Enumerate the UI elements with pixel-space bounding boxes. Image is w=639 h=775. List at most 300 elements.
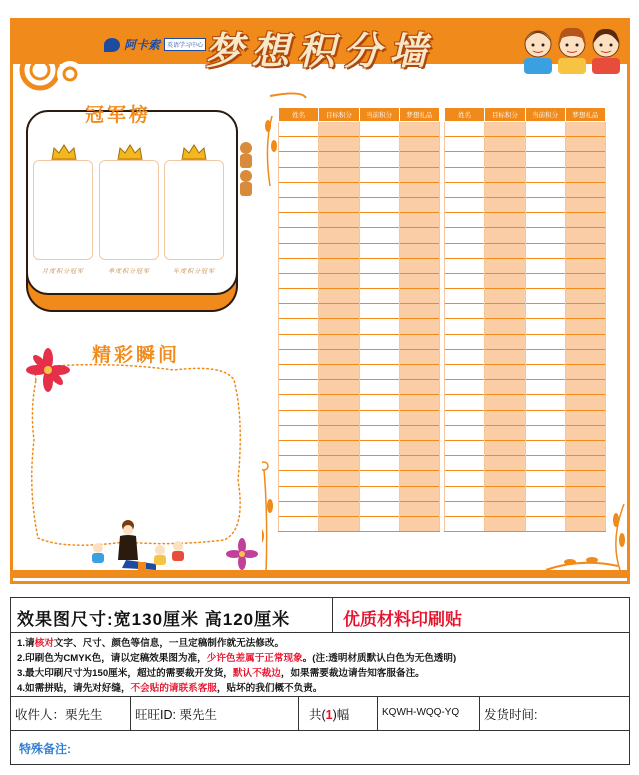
table-row [445,349,606,364]
table-cell [319,122,359,137]
table-cell [525,137,565,152]
logo-subtitle: 英语学习中心 [164,38,206,51]
table-cell [399,410,439,425]
table-cell [525,243,565,258]
table-row [445,334,606,349]
table-cell [319,516,359,531]
table-row [279,258,440,273]
table-row [279,410,440,425]
table-cell [565,304,605,319]
count-cell: 共(1)幅 [299,697,378,730]
table-cell [359,273,399,288]
table-cell [359,122,399,137]
table-cell [565,349,605,364]
table-cell [319,243,359,258]
table-cell [279,289,319,304]
table-row [279,213,440,228]
table-cell [279,516,319,531]
table-cell [565,319,605,334]
table-row [445,471,606,486]
table-cell [445,167,485,182]
logo-name: 阿卡索 [124,38,161,52]
table-cell [525,456,565,471]
notes-block [11,633,629,697]
table-cell [279,228,319,243]
table-cell [445,213,485,228]
table-cell [525,486,565,501]
table-row [445,273,606,288]
ship-time-cell: 发货时间: [484,708,538,722]
table-cell [279,152,319,167]
table-row [279,395,440,410]
table-cell [485,349,525,364]
table-row [445,486,606,501]
table-cell [399,334,439,349]
table-header: 梦想礼品 [399,108,439,122]
table-cell [319,334,359,349]
table-cell [279,471,319,486]
table-cell [319,501,359,516]
table-header: 姓名 [279,108,319,122]
photo-frame [33,160,93,260]
table-cell [565,228,605,243]
code-cell: KQWH-WQQ-YQ [378,697,480,730]
crown-icon [50,142,78,162]
poster-title: 梦想积分墙 [205,28,436,73]
table-cell [485,122,525,137]
table-row [445,501,606,516]
table-cell [485,334,525,349]
table-cell [399,243,439,258]
table-cell [445,137,485,152]
table-cell [279,304,319,319]
table-cell [445,501,485,516]
table-cell [445,122,485,137]
table-row [445,152,606,167]
table-cell [359,319,399,334]
table-cell [565,395,605,410]
table-cell [279,395,319,410]
table-row [279,501,440,516]
table-cell [525,395,565,410]
table-cell [485,243,525,258]
table-cell [399,471,439,486]
table-cell [565,440,605,455]
table-cell [279,486,319,501]
table-row [445,425,606,440]
table-cell [359,501,399,516]
table-cell [485,137,525,152]
table-cell [319,395,359,410]
table-cell [399,349,439,364]
table-cell [279,456,319,471]
champion-caption: 年度积分冠军 [172,268,215,275]
table-cell [399,365,439,380]
table-cell [319,365,359,380]
table-cell [485,319,525,334]
table-cell [485,273,525,288]
table-cell [525,410,565,425]
special-row [11,731,629,764]
table-row [279,456,440,471]
table-cell [485,289,525,304]
table-cell [359,365,399,380]
note-line: 2.印刷色为CMYK色，请以定稿效果图为准，少许色差属于正常现象。(注:透明材质默认白色为无色透明) [17,653,457,664]
table-cell [445,380,485,395]
table-row [279,167,440,182]
table-row [279,152,440,167]
table-cell [485,213,525,228]
table-cell [525,197,565,212]
table-row [445,122,606,137]
table-cell [525,365,565,380]
moments-frame [24,340,260,578]
table-cell [525,440,565,455]
table-row [445,137,606,152]
table-cell [565,471,605,486]
table-cell [399,395,439,410]
table-cell [279,319,319,334]
table-cell [319,410,359,425]
table-cell [319,228,359,243]
table-cell [525,334,565,349]
table-row [279,319,440,334]
table-row [445,365,606,380]
table-cell [319,258,359,273]
table-header: 目标积分 [485,108,525,122]
size-label: 效果图尺寸:宽130厘米 高120厘米 [17,610,291,629]
table-cell [399,380,439,395]
table-cell [445,182,485,197]
divider [332,598,333,633]
table-cell [279,122,319,137]
table-cell [485,410,525,425]
table-cell [565,501,605,516]
table-cell [445,349,485,364]
table-cell [279,501,319,516]
table-row [279,243,440,258]
table-cell [565,425,605,440]
table-cell [399,137,439,152]
table-cell [565,122,605,137]
table-cell [525,152,565,167]
table-cell [525,425,565,440]
photo-frame [99,160,159,260]
table-cell [319,380,359,395]
table-cell [485,197,525,212]
table-header: 当前积分 [525,108,565,122]
table-cell [525,516,565,531]
table-cell [565,289,605,304]
table-cell [399,197,439,212]
crown-icon [180,142,208,162]
table-cell [319,471,359,486]
note-line: 4.如需拼贴，请先对好缝，不会贴的请联系客服，贴坏的我们概不负责。 [17,683,323,694]
table-cell [525,319,565,334]
table-cell [445,334,485,349]
table-cell [565,137,605,152]
note-line: 3.最大印刷尺寸为150厘米，超过的需要裁开发货，默认不裁边，如果需要裁边请告知客服备注。 [17,668,425,679]
table-cell [445,365,485,380]
table-cell [445,440,485,455]
table-cell [525,167,565,182]
photo-frame [164,160,224,260]
special-notes-label: 特殊备注: [19,742,71,756]
table-row [445,516,606,531]
table-cell [319,304,359,319]
table-cell [485,167,525,182]
table-cell [445,319,485,334]
table-cell [445,289,485,304]
top-band-stripe [10,12,630,18]
table-row [445,289,606,304]
table-row [445,440,606,455]
table-cell [359,152,399,167]
table-cell [525,122,565,137]
table-cell [525,289,565,304]
table-cell [319,197,359,212]
table-row [279,516,440,531]
table-cell [399,516,439,531]
table-cell [485,395,525,410]
table-cell [565,167,605,182]
table-cell [565,182,605,197]
table-cell [485,486,525,501]
table-row [279,380,440,395]
table-cell [525,228,565,243]
table-cell [485,501,525,516]
table-cell [445,471,485,486]
table-cell [399,289,439,304]
table-cell [319,182,359,197]
table-cell [319,167,359,182]
order-row [11,697,629,731]
table-cell [319,289,359,304]
table-row [279,365,440,380]
table-cell [485,228,525,243]
table-cell [525,349,565,364]
note-line: 1.请核对文字、尺寸、颜色等信息，一旦定稿制作就无法修改。 [17,638,285,649]
table-row [279,122,440,137]
table-row [445,167,606,182]
table-cell [359,228,399,243]
table-cell [359,258,399,273]
table-cell [399,167,439,182]
table-cell [485,258,525,273]
table-cell [399,152,439,167]
table-cell [319,349,359,364]
table-cell [279,243,319,258]
table-cell [319,425,359,440]
table-cell [359,440,399,455]
table-header: 当前积分 [359,108,399,122]
table-cell [485,182,525,197]
score-table [444,107,606,532]
table-cell [279,365,319,380]
table-cell [525,182,565,197]
right-border [627,18,630,583]
table-cell [445,516,485,531]
table-cell [445,456,485,471]
table-cell [565,365,605,380]
table-cell [279,334,319,349]
table-cell [485,516,525,531]
table-row [445,304,606,319]
table-row [279,486,440,501]
table-row [445,395,606,410]
table-cell [399,319,439,334]
table-cell [525,471,565,486]
table-row [445,319,606,334]
table-cell [279,182,319,197]
table-cell [399,213,439,228]
table-cell [399,486,439,501]
table-cell [525,501,565,516]
table-cell [359,304,399,319]
table-cell [359,137,399,152]
size-row [11,598,629,633]
table-row [279,137,440,152]
table-cell [445,258,485,273]
table-row [279,182,440,197]
table-cell [445,410,485,425]
table-cell [445,395,485,410]
crown-icon [116,142,144,162]
table-cell [279,273,319,288]
table-cell [485,304,525,319]
table-header: 姓名 [445,108,485,122]
wangwang-cell: 旺旺ID: 栗先生 [131,697,299,730]
table-row [279,304,440,319]
table-row [279,471,440,486]
table-cell [399,440,439,455]
table-cell [359,516,399,531]
table-cell [445,197,485,212]
table-cell [565,410,605,425]
recipient-cell: 收件人：栗先生 [11,697,131,730]
moments-title: 精彩瞬间 [92,344,181,366]
table-cell [359,243,399,258]
table-cell [359,334,399,349]
table-row [445,213,606,228]
table-cell [565,273,605,288]
table-cell [319,456,359,471]
gingerbread-icon [236,140,256,200]
table-cell [445,425,485,440]
table-cell [525,213,565,228]
table-cell [319,213,359,228]
table-cell [445,152,485,167]
table-cell [399,501,439,516]
table-cell [359,486,399,501]
table-cell [279,425,319,440]
table-cell [565,213,605,228]
table-cell [279,167,319,182]
table-cell [565,258,605,273]
champion-caption: 季度积分冠军 [107,268,150,275]
table-cell [359,380,399,395]
left-border [10,18,13,583]
table-cell [399,456,439,471]
table-cell [525,258,565,273]
table-row [445,410,606,425]
table-cell [359,471,399,486]
table-row [445,258,606,273]
champion-title: 冠军榜 [85,104,152,126]
table-cell [445,486,485,501]
table-cell [399,273,439,288]
table-cell [319,486,359,501]
material-label: 优质材料印刷贴 [343,610,462,629]
table-cell [399,304,439,319]
logo-icon [104,38,120,52]
table-cell [565,152,605,167]
champion-caption: 月度积分冠军 [41,268,84,275]
table-row [279,289,440,304]
table-cell [359,349,399,364]
table-cell [359,410,399,425]
table-cell [565,197,605,212]
table-cell [319,273,359,288]
table-row [279,273,440,288]
table-cell [279,213,319,228]
kids-illustration-icon [518,22,626,76]
table-row [279,334,440,349]
table-cell [565,456,605,471]
table-cell [399,258,439,273]
table-row [279,425,440,440]
table-cell [399,425,439,440]
table-cell [485,456,525,471]
table-cell [445,273,485,288]
table-cell [279,380,319,395]
table-cell [485,471,525,486]
table-cell [485,440,525,455]
table-row [445,182,606,197]
rings-decoration [18,36,118,100]
table-row [445,456,606,471]
brand-logo [104,36,206,53]
table-cell [485,380,525,395]
table-cell [485,425,525,440]
table-row [279,197,440,212]
table-cell [399,122,439,137]
table-cell [565,486,605,501]
table-cell [359,425,399,440]
table-cell [565,243,605,258]
table-cell [445,304,485,319]
table-row [279,349,440,364]
table-row [279,440,440,455]
bottom-band-line [10,581,630,584]
table-cell [279,137,319,152]
table-cell [399,182,439,197]
table-cell [319,137,359,152]
table-header: 梦想礼品 [565,108,605,122]
table-cell [445,228,485,243]
table-cell [359,197,399,212]
table-cell [319,440,359,455]
table-cell [359,395,399,410]
table-row [445,380,606,395]
table-cell [359,456,399,471]
table-cell [279,258,319,273]
table-cell [565,516,605,531]
score-table [278,107,440,532]
table-cell [399,228,439,243]
table-cell [359,289,399,304]
table-row [279,228,440,243]
